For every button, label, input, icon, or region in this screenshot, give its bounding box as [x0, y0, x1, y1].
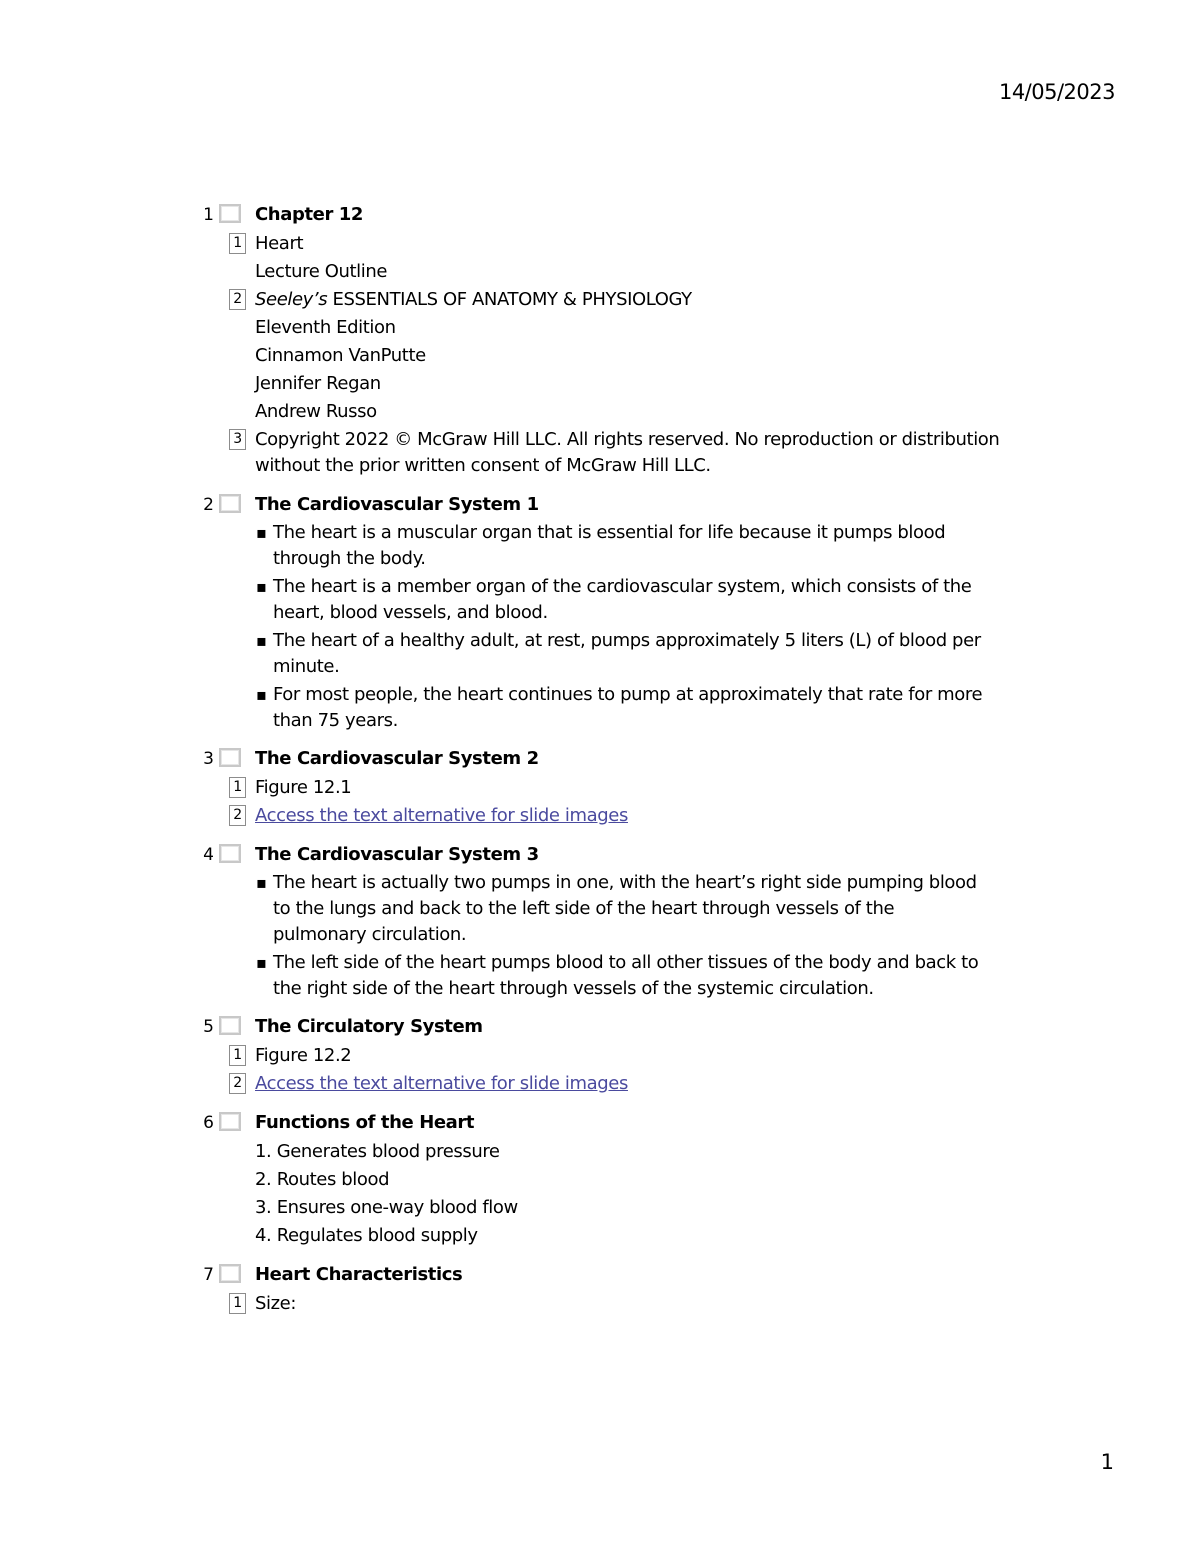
slide-thumbnail-box — [219, 204, 241, 223]
bullet-icon: ▪ — [256, 873, 267, 892]
slide-number: 5 — [203, 1017, 214, 1037]
slide-number: 2 — [203, 495, 214, 515]
text-line — [255, 802, 1005, 830]
textbox-row — [0, 774, 1200, 802]
bullet-item — [0, 628, 1200, 680]
slide-header — [0, 1260, 1200, 1290]
copyright-text: Copyright 2022 © McGraw Hill LLC. All rights reserved. No reproduction or distribution without the prior written consent of McGraw Hill LLC. — [255, 429, 1000, 476]
numbered-item: 1. Generates blood pressure — [255, 1141, 500, 1162]
slide-title: Chapter 12 — [255, 204, 364, 225]
bullet-text: The heart of a healthy adult, at rest, pumps approximately 5 liters (L) of blood per minute. — [273, 630, 981, 677]
slide-3 — [0, 744, 1200, 830]
slide-number: 4 — [203, 845, 214, 865]
textbox-index: 2 — [229, 289, 246, 310]
text-line: Andrew Russo — [255, 401, 377, 422]
text-line: Eleventh Edition — [255, 317, 396, 338]
bullet-icon: ▪ — [256, 577, 267, 596]
slide-title: The Cardiovascular System 3 — [255, 844, 539, 865]
page-number: 1 — [1100, 1450, 1114, 1474]
slide-header — [0, 200, 1200, 230]
slide-header — [0, 1108, 1200, 1138]
text-line — [255, 286, 1005, 314]
textbox-index: 2 — [229, 1073, 246, 1094]
slide-outline — [0, 200, 1200, 1328]
text-line: Size: — [255, 1293, 297, 1314]
figure-label: Figure 12.2 — [255, 1045, 352, 1066]
textbox-row — [0, 1042, 1200, 1070]
slide-header — [0, 744, 1200, 774]
text-alternative-link[interactable]: Access the text alternative for slide images — [255, 1073, 628, 1094]
text-alternative-link[interactable]: Access the text alternative for slide images — [255, 805, 628, 826]
textbox-index: 2 — [229, 805, 246, 826]
slide-header — [0, 490, 1200, 520]
textbox-row — [0, 426, 1200, 480]
bullet-item — [0, 520, 1200, 572]
slide-header — [0, 1012, 1200, 1042]
italic-text: Seeley’s — [255, 289, 328, 310]
slide-number: 7 — [203, 1265, 214, 1285]
bullet-item — [0, 950, 1200, 1002]
slide-thumbnail-box — [219, 494, 241, 513]
text-line — [255, 1070, 1005, 1098]
bullet-item — [0, 870, 1200, 948]
bullet-text: The left side of the heart pumps blood to all other tissues of the body and back to the right side of the heart through vessels of the systemic circulation. — [273, 952, 979, 999]
bullet-text: The heart is a member organ of the cardiovascular system, which consists of the heart, blood vessels, and blood. — [273, 576, 972, 623]
bullet-text: The heart is a muscular organ that is essential for life because it pumps blood through the body. — [273, 522, 946, 569]
slide-thumbnail-box — [219, 1112, 241, 1131]
bullet-icon: ▪ — [256, 631, 267, 650]
bullet-icon: ▪ — [256, 523, 267, 542]
slide-title: Heart Characteristics — [255, 1264, 463, 1285]
text-line: Cinnamon VanPutte — [255, 345, 426, 366]
textbox-index: 1 — [229, 233, 246, 254]
slide-number: 3 — [203, 749, 214, 769]
slide-6 — [0, 1108, 1200, 1250]
text-line: Heart — [255, 233, 304, 254]
slide-thumbnail-box — [219, 1264, 241, 1283]
textbox-row — [0, 286, 1200, 426]
text-line: Lecture Outline — [255, 261, 388, 282]
slide-5 — [0, 1012, 1200, 1098]
slide-thumbnail-box — [219, 1016, 241, 1035]
slide-4 — [0, 840, 1200, 1002]
bullet-item — [0, 574, 1200, 626]
slide-thumbnail-box — [219, 844, 241, 863]
header-date: 14/05/2023 — [998, 80, 1115, 104]
bullet-text: The heart is actually two pumps in one, with the heart’s right side pumping blood to the lungs and back to the left side of the heart through vessels of the pulmonary circulation. — [273, 872, 977, 945]
textbox-row — [0, 230, 1200, 286]
bullet-item — [0, 682, 1200, 734]
text-line: Jennifer Regan — [255, 373, 381, 394]
slide-number: 1 — [203, 205, 214, 225]
textbox-row — [0, 802, 1200, 830]
slide-thumbnail-box — [219, 748, 241, 767]
textbox-row — [0, 1070, 1200, 1098]
slide-title: Functions of the Heart — [255, 1112, 475, 1133]
slide-1 — [0, 200, 1200, 480]
numbered-item: 4. Regulates blood supply — [255, 1225, 478, 1246]
bullet-text: For most people, the heart continues to pump at approximately that rate for more than 75 years. — [273, 684, 983, 731]
numbered-item: 3. Ensures one-way blood flow — [255, 1197, 518, 1218]
slide-2 — [0, 490, 1200, 734]
textbox-index: 1 — [229, 1045, 246, 1066]
textbox-index: 1 — [229, 777, 246, 798]
textbox-index: 1 — [229, 1293, 246, 1314]
slide-number: 6 — [203, 1113, 214, 1133]
slide-title: The Cardiovascular System 1 — [255, 494, 539, 515]
numbered-item: 2. Routes blood — [255, 1169, 390, 1190]
slide-title: The Cardiovascular System 2 — [255, 748, 539, 769]
figure-label: Figure 12.1 — [255, 777, 352, 798]
slide-title: The Circulatory System — [255, 1016, 483, 1037]
bullet-icon: ▪ — [256, 953, 267, 972]
slide-header — [0, 840, 1200, 870]
bullet-icon: ▪ — [256, 685, 267, 704]
book-title: ESSENTIALS OF ANATOMY & PHYSIOLOGY — [327, 289, 692, 310]
slide-7 — [0, 1260, 1200, 1318]
textbox-index: 3 — [229, 429, 246, 450]
textbox-row — [0, 1290, 1200, 1318]
